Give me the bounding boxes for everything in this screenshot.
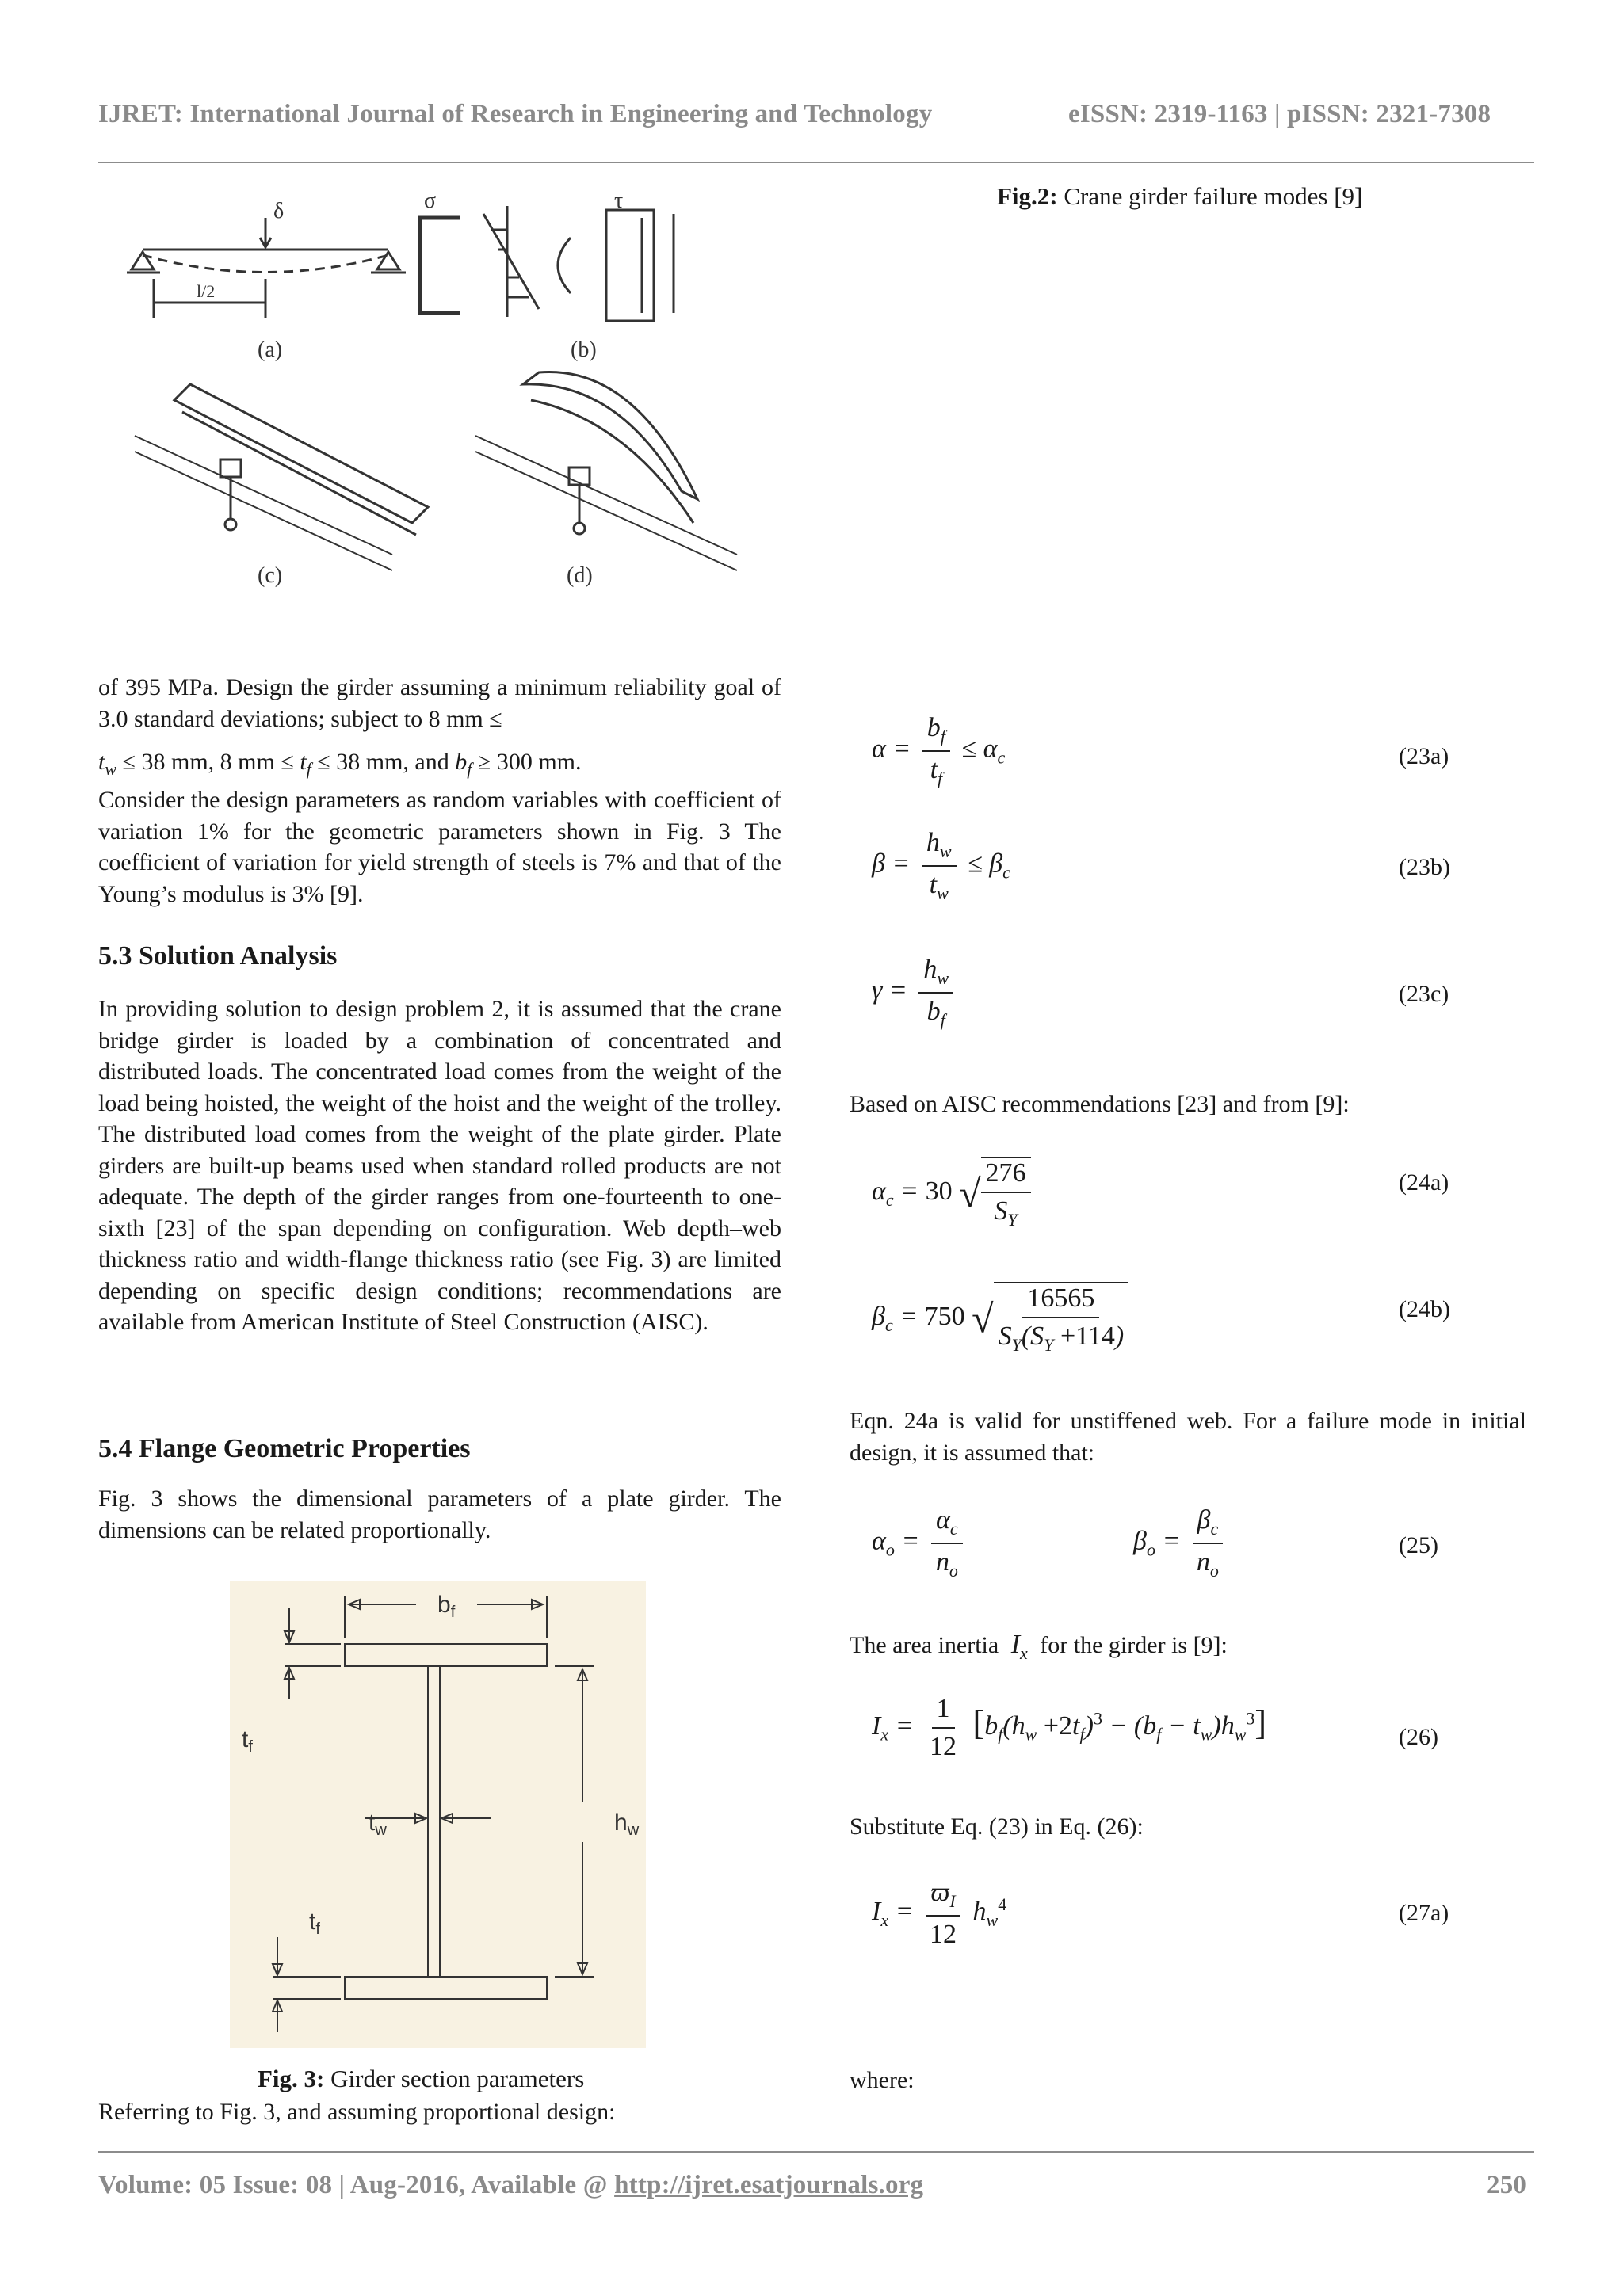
- fig3-caption: [258, 2065, 584, 2093]
- eq-26-twelve: 12: [930, 1732, 957, 1761]
- eqno-24a: (24a): [1399, 1169, 1449, 1196]
- fig2b-shear-block: [606, 210, 654, 321]
- constraint-bf: ≥ 300 mm.: [472, 749, 582, 775]
- eq-27a-twelve: 12: [930, 1919, 957, 1949]
- fig2b-section: [420, 218, 460, 313]
- fig3-tw-label: $t_w$: [369, 1810, 387, 1839]
- eq-26-two: +2: [1043, 1711, 1073, 1741]
- fig2c-hook: [225, 519, 236, 530]
- eqno-23c: (23c): [1399, 981, 1449, 1007]
- footer-volume: [98, 2171, 923, 2200]
- fig3-bottom-flange: [345, 1977, 547, 1999]
- eq-23a: α = $\frac{b_f}{t_f}$ ≤ $\alpha_c$: [872, 713, 1006, 788]
- eq-24a-coef: 30: [925, 1177, 953, 1207]
- fig2c-flange: [174, 384, 428, 523]
- para-variation: Consider the design parameters as random variables with coefficient of variation 1% for the geometric parameters shown in Fig. 3 The coefficient of variation for yield strength of steels is 7% and that of the Young’s modulus is 3% [9].: [98, 787, 781, 907]
- eq-25a: $\alpha_o$ = $\frac{\alpha_c}{n_o}$: [872, 1505, 968, 1581]
- fig2-half-span: l/2: [197, 281, 216, 301]
- issn: eISSN: 2319-1163 | pISSN: 2321-7308: [1068, 100, 1491, 128]
- para-referring: Referring to Fig. 3, and assuming proportional design:: [98, 2099, 616, 2125]
- area-inertia-suffix: for the girder is [9]:: [1040, 1632, 1228, 1658]
- fig2d-hook: [574, 523, 585, 534]
- fig2-caption-text: Crane girder failure modes [9]: [1057, 182, 1363, 210]
- fig3-tf-label: $t_f$: [242, 1726, 253, 1756]
- header-rule: [98, 162, 1534, 163]
- eq-26: $I_x$ = $\frac{1}{12}$ $[b_f(h_w +2t_f)^3 - (b_f - t_w)h_w^3]$: [872, 1694, 1267, 1761]
- fig2-sigma: σ: [424, 189, 437, 213]
- para-aisc: Based on AISC recommendations [23] and from [9]:: [850, 1091, 1350, 1117]
- fig2c-hoist: [220, 460, 241, 477]
- eq-25b: $\beta_o$ = $\frac{\beta_c}{n_o}$: [1133, 1505, 1228, 1581]
- footer-rule: [98, 2151, 1534, 2153]
- eq-24b: $\beta_c = 750$ √ $\frac{16565}{S_Y(S_Y +114)}$: [872, 1282, 1133, 1356]
- heading-5-4: 5.4 Flange Geometric Properties: [98, 1434, 471, 1463]
- eq-24a-num: 276: [981, 1158, 1031, 1193]
- para-area-inertia: The area inertia $I_x$ for the girder is [9]:: [850, 1630, 1228, 1663]
- fig2-panel-d: (d): [567, 563, 593, 588]
- para-unstiffened: Eqn. 24a is valid for unstiffened web. For a failure mode in initial design, it is assumed that:: [850, 1408, 1526, 1466]
- fig2a-support-left: [132, 252, 154, 269]
- eq-24a: $\alpha_c = 30$ √ $\frac{276}{S_Y}$: [872, 1157, 1036, 1230]
- fig2-caption-label: Fig.2:: [997, 182, 1058, 210]
- fig2-panel-b: (b): [571, 338, 597, 362]
- fig3-caption-label: Fig. 3:: [258, 2065, 325, 2092]
- para-substitute: Substitute Eq. (23) in Eq. (26):: [850, 1814, 1144, 1840]
- footer-volume-text: Volume: 05 Issue: 08 | Aug-2016, Available @: [98, 2171, 615, 2199]
- constraint-tf: ≤ 38 mm, and: [311, 749, 456, 775]
- fig2-panel-a: (a): [258, 338, 283, 362]
- eq-24b-const: +114: [1060, 1322, 1115, 1351]
- eqno-24b: (24b): [1399, 1296, 1450, 1322]
- fig3-tf-bottom-label: $t_f$: [309, 1909, 320, 1938]
- fig2-delta: δ: [273, 199, 285, 223]
- fig3-bf-label: $b_f$: [437, 1592, 456, 1621]
- fig3-drawing: [230, 1581, 646, 2048]
- para-solution-analysis: In providing solution to design problem 2, it is assumed that the crane bridge girder is loaded by a combination of concentrated and distributed loads. The concentrated load comes from the weight of the load being hoisted, the weight of the hoist and the weight of the trolley. The distributed load comes from the weight of the plate girder. Plate girders are built-up beams used when standard rolled products are not adequate. The depth of the girder ranges from one-fourteenth to one-sixth [23] of the span depending on configuration. Web depth–web thickness ratio and width-flange thickness ratio (see Fig. 3) are limited depending on specific design conditions; recommendations are available from American Institute of Steel Construction (AISC).: [98, 996, 781, 1335]
- fig2-tau: τ: [614, 189, 624, 213]
- journal-title: IJRET: International Journal of Research in Engineering and Technology: [98, 100, 933, 128]
- para-intro: of 395 MPa. Design the girder assuming a minimum reliability goal of 3.0 standard deviations; subject to 8 mm ≤: [98, 674, 781, 732]
- fig2b-moment: [558, 238, 571, 293]
- fig2-drawing: [111, 182, 769, 610]
- para-where: where:: [850, 2067, 915, 2093]
- eqno-23b: (23b): [1399, 854, 1450, 880]
- area-inertia-prefix: The area inertia: [850, 1632, 999, 1658]
- eqno-23a: (23a): [1399, 743, 1449, 769]
- fig2d-rail-1: [475, 436, 737, 555]
- fig3-svg: [230, 1581, 646, 2048]
- heading-5-3: 5.3 Solution Analysis: [98, 941, 338, 971]
- fig2a-support-right: [377, 252, 399, 269]
- eq-23c: γ = $\frac{h_w}{b_f}$: [872, 955, 958, 1031]
- fig2-svg: [111, 182, 769, 610]
- footer-link[interactable]: http://ijret.esatjournals.org: [614, 2171, 924, 2199]
- eqno-25: (25): [1399, 1532, 1438, 1558]
- page-number: 250: [1487, 2171, 1527, 2199]
- fig3-caption-text: Girder section parameters: [324, 2065, 585, 2092]
- fig3-hw-label: $h_w$: [614, 1810, 640, 1839]
- fig2-panel-c: (c): [258, 563, 283, 588]
- eq-24b-num: 16565: [1022, 1283, 1099, 1318]
- eq-26-one: 1: [932, 1694, 955, 1729]
- eqno-26: (26): [1399, 1724, 1438, 1750]
- fig2a-deflection: [143, 255, 388, 273]
- para-flange: Fig. 3 shows the dimensional parameters of a plate girder. The dimensions can be related proportionally.: [98, 1486, 781, 1543]
- constraint-tw: ≤ 38 mm, 8 mm ≤: [116, 749, 300, 775]
- fig3-top-flange: [345, 1644, 547, 1666]
- eq-23b: β = $\frac{h_w}{t_w}$ ≤ $\beta_c$: [872, 828, 1010, 903]
- eqno-27a: (27a): [1399, 1900, 1449, 1926]
- fig2-caption: [997, 182, 1362, 211]
- eq-27a: $I_x$ = $\frac{ϖ_I}{12}$ $h_w^4$: [872, 1878, 1007, 1949]
- eq-24b-coef: 750: [924, 1302, 965, 1332]
- para-constraints: $t_w \le 38$ mm, 8 mm ≤ $t_f \le 38$ mm, and $b_f \ge 300$ mm.: [98, 749, 582, 779]
